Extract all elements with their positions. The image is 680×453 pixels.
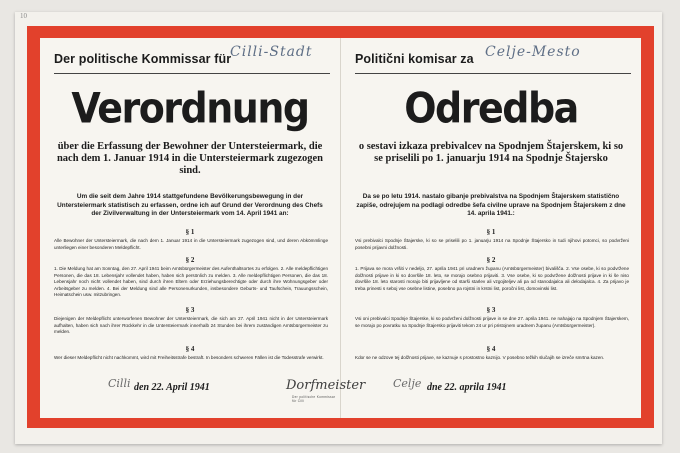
german-subtitle: über die Erfassung der Bewohner der Untersteiermark, die nach dem 1. Januar 1914 in die Untersteiermark zugezogen sind. — [56, 141, 324, 176]
german-date: den 22. April 1941 — [134, 382, 210, 393]
german-section-4-text: Wer dieser Meldepflicht nicht nachkommt, wird mit Freiheitsstrafe bestraft. In besonders schweren Fällen ist die Todesstrafe verwirkt. — [54, 355, 324, 360]
german-section-1-text: Alle Bewohner der Untersteiermark, die nach dem 1. Januar 1914 in die Untersteiermark zugezogen sind, und deren Abkömmlinge unterliegen einer besonderen Meldepflicht. — [54, 238, 328, 250]
german-section-4-number: § 4 — [185, 345, 195, 353]
german-header — [54, 44, 330, 74]
slovene-column — [341, 38, 641, 418]
german-header-handwriting: Cilli-Stadt — [230, 44, 313, 60]
german-section-1-number: § 1 — [185, 228, 195, 236]
german-title: Verordnung — [71, 84, 309, 133]
slovene-subtitle: o sestavi izkaza prebivalcev na Spodnjem Štajerskem, ki so se priselili po 1. januarju 1914 na Spodnje Štajersko — [358, 141, 624, 164]
archive-number: 10 — [20, 12, 27, 20]
german-place-handwriting: Cilli — [108, 377, 131, 390]
slovene-title: Odredba — [404, 84, 578, 133]
signature: Dorfmeister — [286, 378, 366, 393]
slovene-header — [355, 44, 631, 74]
poster-body — [40, 38, 641, 418]
slovene-place-handwriting: Celje — [393, 377, 422, 390]
slovene-header-handwriting: Celje-Mesto — [485, 44, 581, 60]
slovene-section-1-text: Vsi prebivalci Spodnje Štajerske, ki so se priselili po 1. januarju 1914 na Spodnje Štajersko in tudi njihovi potomci, so podvrženi posebni prijavni dolžnosti. — [355, 238, 629, 250]
slovene-intro: Da se po letu 1914. nastalo gibanje prebivalstva na Spodnjem Štajerskem statistično zapiše, odrejujem na podlagi odredbe šefa civilne uprave na Spodnjem Štajerskem z dne 14. aprila 1941.: — [356, 193, 626, 218]
german-section-2-text: 1. Die Meldung hat am Sonntag, den 27. April 1941 beim Amtsbürgermeister des Aufenthaltsortes zu erfolgen. 2. Alle meldepflichtigen Personen, die das 18. Lebensjahr vollendet haben, haben sich persönlich zu melden. 3. Alle meldepflichtigen Personen, die das 18. Lebensjahr noch nicht vollendet haben, sind durch ihren Eltern oder Erziehungsberechtigte oder durch ihre Wohnungsgeber oder Arbeitsgeber zu melden. 4. Bei der Meldung sind alle Personenurkunden, insbesondere Geburts- und Taufschein, Trauungsschein, Heimatschein usw. mitzubringen. — [54, 266, 328, 297]
slovene-section-4-number: § 4 — [486, 345, 496, 353]
german-column — [40, 38, 366, 418]
slovene-header-label: Politični komisar za — [355, 52, 474, 66]
slovene-section-4-text: Kdor se ne odzove tej dolžnosti prijave, se kaznuje s prostostno kaznijo. V posebno težkih slučajih se izreče smrtna kazen. — [355, 355, 605, 360]
slovene-section-2-number: § 2 — [486, 256, 496, 264]
slovene-date: dne 22. aprila 1941 — [427, 382, 507, 393]
german-section-2-number: § 2 — [185, 256, 195, 264]
german-section-3-text: Diejenigen der Meldepflicht unterworfenen Bewohner der Untersteiermark, die sich am 27. April 1941 nicht in der Untersteiermark aufhalten, haben sich nach ihrer Rückkehr in die Untersteiermark innerhalb 24 Stunden bei ihrem zuständigen Amtsbürgermeister zu melden. — [54, 316, 328, 334]
slovene-section-3-number: § 3 — [486, 306, 496, 314]
slovene-section-1-number: § 1 — [486, 228, 496, 236]
slovene-section-3-text: Vsi oni prebivalci Spodnje Štajerske, ki so podvrženi dolžnosti prijave in se dne 27. aprila 1941. ne nahajajo na Spodnjem Štajerskem, se morajo po povratku na Spodnje Štajersko prijaviti tekom 24 ur pri pristojnem uradnem županu (Amtsbürgermeister). — [355, 316, 629, 328]
signature-caption: Der politische Kommissar für Cilli — [292, 395, 336, 403]
german-section-3-number: § 3 — [185, 306, 195, 314]
german-intro: Um die seit dem Jahre 1914 stattgefundene Bevölkerungsbewegung in der Untersteiermark statistisch zu erfassen, ordne ich auf Grund der Verordnung des Chefs der Zivilverwaltung in der Untersteiermark vom 14. April 1941 an: — [57, 193, 323, 218]
german-header-label: Der politische Kommissar für — [54, 52, 232, 66]
slovene-section-2-text: 1. Prijava se mora vršiti v nedeljo, 27. aprila 1941 pri uradnem županu (Amtsbürgermeister) bivališča. 2. Vse osebe, ki so podvržene dolžnosti prijave in ki so dovršile 18. leto, se morajo osebno prijaviti. 3. Vse osebe, ki so podvržene dolžnosti prijave in ki še niso dovršile 18. leto starosti morajo biti prijavljene od starši starlev ali vzgojiteljev ali pa od stanodajalca ali delodajalca. 4. Za prijavo je treba prinesti s seboj vse osebne listine, posebno pa rojstni in krstni list, poročni list, domovinski list. — [355, 266, 629, 291]
